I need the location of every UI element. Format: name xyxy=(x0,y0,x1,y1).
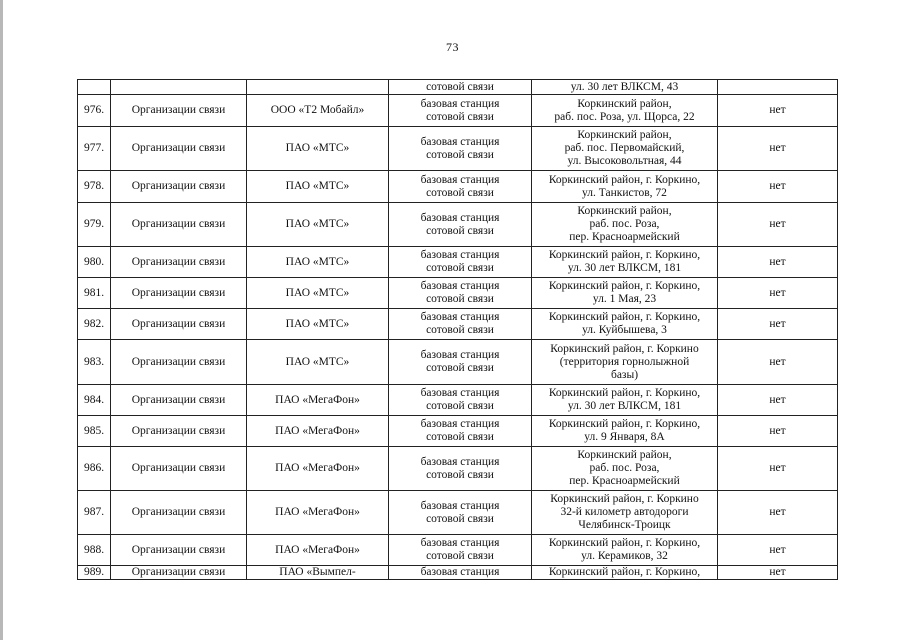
object-cell xyxy=(389,278,532,309)
address-cell-line: Коркинский район, xyxy=(577,449,672,461)
flag-cell xyxy=(718,80,838,95)
organization-type-cell: Организации связи xyxy=(111,340,247,385)
row-number-cell: 985. xyxy=(78,416,111,447)
organization-name-cell: ПАО «МегаФон» xyxy=(247,385,389,416)
organization-type-cell: Организации связи xyxy=(111,95,247,127)
flag-cell: нет xyxy=(718,447,838,491)
object-cell xyxy=(389,95,532,127)
row-number-cell: 977. xyxy=(78,127,111,171)
table-body xyxy=(78,80,838,580)
object-cell-line: сотовой связи xyxy=(426,224,494,237)
address-cell-line: Коркинский район, г. Коркино, xyxy=(548,387,701,399)
flag-cell: нет xyxy=(718,127,838,171)
address-cell-line: Коркинский район, г. Коркино, xyxy=(548,418,701,430)
flag-cell: нет xyxy=(718,535,838,566)
address-cell-line: ул. 30 лет ВЛКСМ, 181 xyxy=(567,400,682,412)
address-cell-line: Коркинский район, xyxy=(577,97,672,110)
address-cell-line: базы) xyxy=(610,368,639,381)
row-number-cell: 976. xyxy=(78,95,111,127)
address-cell-line: ул. Танкистов, 72 xyxy=(582,186,667,199)
row-number-cell: 978. xyxy=(78,171,111,203)
address-cell xyxy=(532,278,718,309)
row-number-cell: 987. xyxy=(78,491,111,535)
object-cell-line: базовая станция xyxy=(420,566,500,578)
address-cell xyxy=(532,203,718,247)
table-row xyxy=(78,566,838,580)
object-cell xyxy=(389,203,532,247)
address-cell-line: Коркинский район, г. Коркино, xyxy=(548,566,701,578)
organization-type-cell: Организации связи xyxy=(111,535,247,566)
address-cell xyxy=(532,247,718,278)
object-cell-line: сотовой связи xyxy=(426,550,494,562)
address-cell xyxy=(532,535,718,566)
organization-type-cell: Организации связи xyxy=(111,309,247,340)
table-row xyxy=(78,385,838,416)
object-cell xyxy=(389,127,532,171)
flag-cell: нет xyxy=(718,278,838,309)
address-cell xyxy=(532,566,718,580)
object-cell-line: сотовой связи xyxy=(426,400,494,412)
address-cell-line: ул. 9 Января, 8А xyxy=(584,431,665,443)
organization-type-cell: Организации связи xyxy=(111,447,247,491)
object-cell xyxy=(389,247,532,278)
address-cell-line: Коркинский район, г. Коркино xyxy=(550,342,699,355)
address-cell-line: ул. Керамиков, 32 xyxy=(581,550,668,562)
organization-name-cell: ПАО «МегаФон» xyxy=(247,535,389,566)
organization-name-cell: ПАО «МТС» xyxy=(247,309,389,340)
organization-type-cell: Организации связи xyxy=(111,171,247,203)
registry-table xyxy=(77,79,838,580)
object-cell xyxy=(389,340,532,385)
address-cell-line: ул. 1 Мая, 23 xyxy=(592,293,657,305)
flag-cell: нет xyxy=(718,491,838,535)
flag-cell: нет xyxy=(718,416,838,447)
address-cell-line: Челябинск-Троицк xyxy=(578,519,671,531)
address-cell-line: раб. пос. Роза, xyxy=(589,462,660,474)
object-cell xyxy=(389,309,532,340)
organization-type-cell: Организации связи xyxy=(111,566,247,580)
address-cell-line: (территория горнолыжной xyxy=(559,355,690,368)
object-cell-line: базовая станция xyxy=(420,349,500,361)
address-cell-line: раб. пос. Первомайский, xyxy=(564,142,685,154)
address-cell xyxy=(532,80,718,95)
object-cell-line: базовая станция xyxy=(420,280,500,292)
object-cell-line: сотовой связи xyxy=(426,362,494,374)
address-cell-line: 32-й километр автодороги xyxy=(560,506,689,518)
address-cell xyxy=(532,95,718,127)
flag-cell: нет xyxy=(718,309,838,340)
address-cell-line: Коркинский район, г. Коркино, xyxy=(548,280,701,292)
object-cell-line: сотовой связи xyxy=(426,262,494,274)
organization-type-cell: Организации связи xyxy=(111,127,247,171)
object-cell xyxy=(389,535,532,566)
organization-name-cell: ПАО «МТС» xyxy=(247,247,389,278)
flag-cell: нет xyxy=(718,385,838,416)
address-cell-line: Коркинский район, г. Коркино, xyxy=(548,537,701,549)
address-cell xyxy=(532,385,718,416)
row-number-cell: 981. xyxy=(78,278,111,309)
address-cell-line: раб. пос. Роза, xyxy=(589,218,660,230)
object-cell-line: базовая станция xyxy=(420,249,500,261)
organization-name-cell: ПАО «МТС» xyxy=(247,278,389,309)
object-cell-line: сотовой связи xyxy=(426,324,494,336)
address-cell xyxy=(532,309,718,340)
address-cell xyxy=(532,491,718,535)
object-cell xyxy=(389,447,532,491)
table-row xyxy=(78,95,838,127)
organization-type-cell: Организации связи xyxy=(111,416,247,447)
row-number-cell: 984. xyxy=(78,385,111,416)
flag-cell: нет xyxy=(718,247,838,278)
row-number-cell: 979. xyxy=(78,203,111,247)
flag-cell: нет xyxy=(718,340,838,385)
flag-cell: нет xyxy=(718,95,838,127)
object-cell-line: сотовой связи xyxy=(426,512,494,525)
object-cell-line: базовая станция xyxy=(420,97,500,110)
flag-cell: нет xyxy=(718,171,838,203)
page-left-edge xyxy=(0,0,3,640)
object-cell-line: базовая станция xyxy=(420,387,500,399)
address-cell-line: Коркинский район, г. Коркино, xyxy=(548,311,701,323)
organization-name-cell: ПАО «МТС» xyxy=(247,203,389,247)
address-cell-line: Коркинский район, xyxy=(577,129,672,141)
organization-name-cell: ПАО «МегаФон» xyxy=(247,416,389,447)
address-cell-line: пер. Красноармейский xyxy=(569,231,680,243)
table-row xyxy=(78,278,838,309)
row-number-cell: 983. xyxy=(78,340,111,385)
table-row xyxy=(78,247,838,278)
organization-type-cell: Организации связи xyxy=(111,491,247,535)
address-cell-line: Коркинский район, г. Коркино xyxy=(550,493,699,505)
object-cell xyxy=(389,416,532,447)
organization-name-cell: ПАО «Вымпел- xyxy=(247,566,389,580)
object-cell-line: базовая станция xyxy=(420,455,500,468)
table-row xyxy=(78,416,838,447)
organization-name-cell: ПАО «МТС» xyxy=(247,127,389,171)
address-cell xyxy=(532,340,718,385)
table-row xyxy=(78,203,838,247)
organization-type-cell: Организации связи xyxy=(111,247,247,278)
table-row xyxy=(78,491,838,535)
address-cell xyxy=(532,171,718,203)
organization-name-cell xyxy=(247,80,389,95)
object-cell xyxy=(389,385,532,416)
object-cell-line: базовая станция xyxy=(420,537,500,549)
address-cell xyxy=(532,447,718,491)
row-number-cell: 982. xyxy=(78,309,111,340)
address-cell-line: Коркинский район, xyxy=(577,205,672,217)
address-cell-line: пер. Красноармейский xyxy=(569,475,680,487)
row-number-cell: 986. xyxy=(78,447,111,491)
row-number-cell: 989. xyxy=(78,566,111,580)
table-row xyxy=(78,340,838,385)
table-row xyxy=(78,535,838,566)
flag-cell: нет xyxy=(718,566,838,580)
object-cell xyxy=(389,566,532,580)
table-row xyxy=(78,127,838,171)
object-cell-line: сотовой связи xyxy=(426,148,494,161)
address-cell-line: ул. Высоковольтная, 44 xyxy=(567,155,682,167)
object-cell xyxy=(389,171,532,203)
page-number: 73 xyxy=(446,40,459,54)
object-cell-line: сотовой связи xyxy=(426,186,494,199)
address-cell xyxy=(532,416,718,447)
address-cell-line: Коркинский район, г. Коркино, xyxy=(548,249,701,261)
object-cell-line: базовая станция xyxy=(420,499,500,512)
object-cell xyxy=(389,80,532,95)
organization-name-cell: ПАО «МегаФон» xyxy=(247,491,389,535)
object-cell-line: базовая станция xyxy=(420,211,500,224)
table-row xyxy=(78,447,838,491)
object-cell-line: базовая станция xyxy=(420,311,500,323)
organization-name-cell: ПАО «МТС» xyxy=(247,340,389,385)
row-number-cell: 988. xyxy=(78,535,111,566)
row-number-cell xyxy=(78,80,111,95)
organization-name-cell: ПАО «МегаФон» xyxy=(247,447,389,491)
object-cell-line: сотовой связи xyxy=(426,468,494,481)
object-cell-line: базовая станция xyxy=(420,135,500,148)
object-cell xyxy=(389,491,532,535)
object-cell-line: базовая станция xyxy=(420,418,500,430)
organization-type-cell xyxy=(111,80,247,95)
organization-name-cell: ПАО «МТС» xyxy=(247,171,389,203)
row-number-cell: 980. xyxy=(78,247,111,278)
table-row xyxy=(78,171,838,203)
object-cell-line: сотовой связи xyxy=(426,431,494,443)
address-cell-line: Коркинский район, г. Коркино, xyxy=(548,173,701,186)
object-cell-line: сотовой связи xyxy=(426,110,494,123)
table-row xyxy=(78,309,838,340)
address-cell-line: раб. пос. Роза, ул. Щорса, 22 xyxy=(554,110,695,123)
flag-cell: нет xyxy=(718,203,838,247)
address-cell-line: ул. 30 лет ВЛКСМ, 43 xyxy=(570,80,679,93)
organization-type-cell: Организации связи xyxy=(111,203,247,247)
object-cell-line: сотовой связи xyxy=(426,80,494,93)
address-cell-line: ул. 30 лет ВЛКСМ, 181 xyxy=(567,262,682,274)
organization-name-cell: ООО «Т2 Мобайл» xyxy=(247,95,389,127)
table-row xyxy=(78,80,838,95)
organization-type-cell: Организации связи xyxy=(111,278,247,309)
organization-type-cell: Организации связи xyxy=(111,385,247,416)
address-cell xyxy=(532,127,718,171)
address-cell-line: ул. Куйбышева, 3 xyxy=(582,324,667,336)
object-cell-line: базовая станция xyxy=(420,173,500,186)
object-cell-line: сотовой связи xyxy=(426,293,494,305)
